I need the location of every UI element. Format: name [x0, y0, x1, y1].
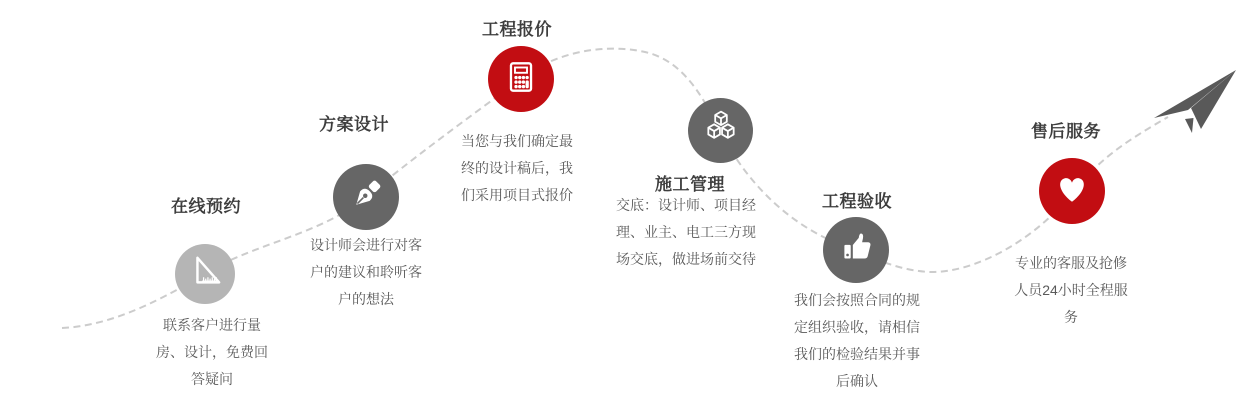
step-title-after-sales-service: 售后服务: [1031, 122, 1101, 141]
calculator-icon: [502, 58, 540, 101]
desc-line: 答疑问: [191, 371, 233, 387]
desc-line: 交底：设计师、项目经: [616, 197, 756, 213]
step-title-project-acceptance: 工程验收: [822, 192, 892, 211]
desc-line: 们采用项目式报价: [461, 187, 573, 203]
desc-line: 我们会按照合同的规: [794, 292, 920, 308]
step-title-plan-design: 方案设计: [319, 115, 389, 134]
step-desc-plan-design: [276, 232, 456, 313]
desc-line: 户的建议和聆听客: [310, 264, 422, 280]
step-desc-project-acceptance: [767, 287, 947, 395]
step-desc-project-quote: [427, 128, 607, 209]
desc-line: 当您与我们确定最: [461, 133, 573, 149]
desc-line: 场交底，做进场前交待: [616, 251, 756, 267]
desc-line: 房、设计，免费回: [156, 344, 268, 360]
step-circle-after-sales-service: [1039, 158, 1105, 224]
pen-nib-icon: [347, 176, 385, 219]
desc-line: 定组织验收，请相信: [794, 319, 920, 335]
desc-line: 专业的客服及抢修: [1015, 255, 1127, 271]
paper-plane-icon: [1150, 68, 1240, 141]
thumbs-up-icon: [837, 229, 875, 272]
step-desc-construction-management: [596, 192, 776, 273]
desc-line: 联系客户进行量: [163, 317, 261, 333]
step-circle-plan-design: [333, 164, 399, 230]
triangle-ruler-icon: [188, 255, 222, 294]
desc-line: 户的想法: [338, 291, 394, 307]
step-title-project-quote: 工程报价: [482, 20, 552, 39]
desc-line: 后确认: [836, 373, 878, 389]
step-desc-after-sales-service: [981, 250, 1161, 331]
desc-line: 务: [1064, 309, 1078, 325]
heart-icon: [1052, 169, 1092, 214]
step-circle-construction-management: [688, 98, 753, 163]
step-circle-project-quote: [488, 46, 554, 112]
desc-line: 我们的检验结果并事: [794, 346, 920, 362]
desc-line: 设计师会进行对客: [310, 237, 422, 253]
desc-line: 终的设计稿后，我: [461, 160, 573, 176]
step-desc-online-booking: [122, 312, 302, 393]
desc-line: 理、业主、电工三方现: [616, 224, 756, 240]
step-circle-online-booking: [175, 244, 235, 304]
cubes-icon: [702, 109, 740, 152]
step-title-construction-management: 施工管理: [655, 175, 725, 194]
step-title-online-booking: 在线预约: [171, 197, 241, 216]
desc-line: 人员24小时全程服: [1014, 282, 1128, 298]
step-circle-project-acceptance: [823, 217, 889, 283]
